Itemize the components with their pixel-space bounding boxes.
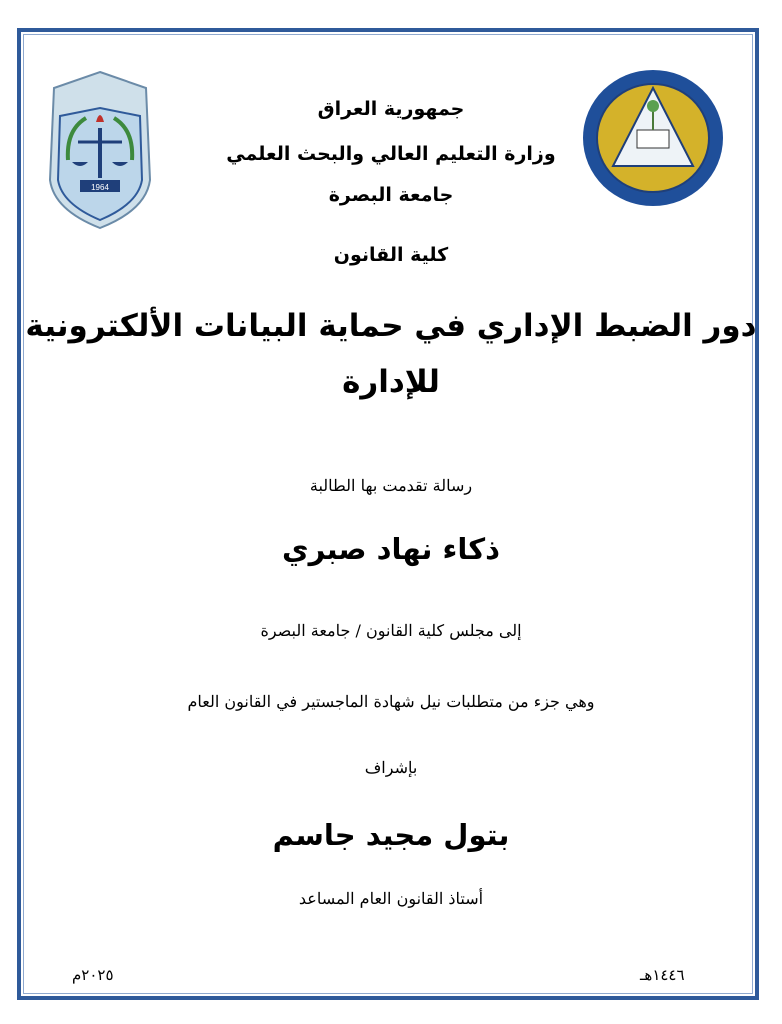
ministry-heading: وزارة التعليم العالي والبحث العلمي xyxy=(226,143,556,165)
council-line: إلى مجلس كلية القانون / جامعة البصرة xyxy=(260,621,522,640)
gregorian-year: ٢٠٢٥م xyxy=(72,966,114,984)
university-heading: جامعة البصرة xyxy=(328,184,454,206)
thesis-title-line2: للإدارة xyxy=(342,364,440,400)
requirement-line: وهي جزء من متطلبات نيل شهادة الماجستير في القانون العام xyxy=(187,692,595,711)
hijri-year: ١٤٤٦هـ xyxy=(640,966,685,984)
thesis-title-line1: دور الضبط الإداري في حماية البيانات الألكترونية xyxy=(25,308,757,344)
supervisor-name: بتول مجيد جاسم xyxy=(272,818,510,852)
country-heading: جمهورية العراق xyxy=(317,98,465,120)
college-heading: كلية القانون xyxy=(333,244,449,266)
logo-year: 1964 xyxy=(91,183,109,192)
supervisor-title: أستاذ القانون العام المساعد xyxy=(298,889,484,908)
supervision-label: بإشراف xyxy=(364,758,418,777)
student-name: ذكاء نهاد صبري xyxy=(282,532,500,566)
submitted-by-label: رسالة تقدمت بها الطالبة xyxy=(309,476,473,495)
